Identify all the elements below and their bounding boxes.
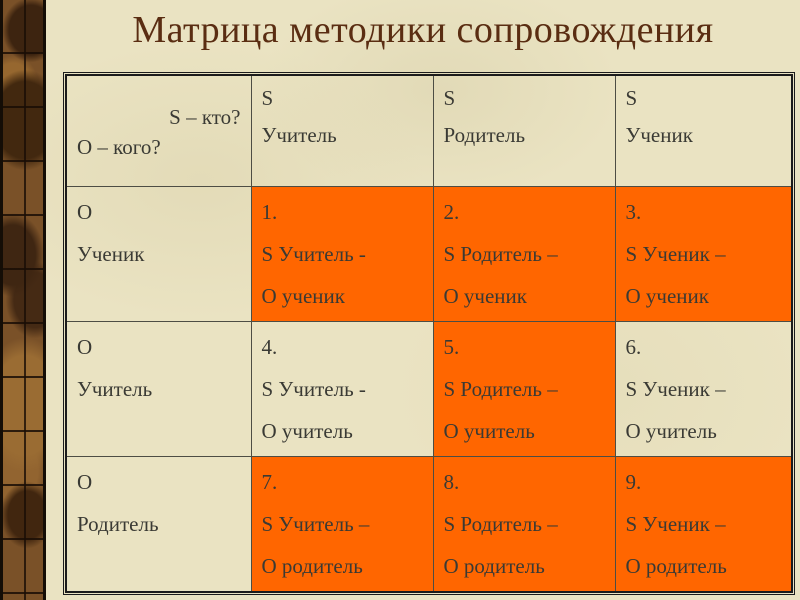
col-header-roditel: S Родитель — [433, 75, 615, 186]
matrix-cell-5: 5. S Родитель – О учитель — [433, 321, 615, 456]
matrix-table-wrapper — [63, 72, 795, 595]
corner-s-kto: S – кто? — [169, 105, 241, 129]
matrix-cell-7: 7. S Учитель – О родитель — [251, 456, 433, 592]
matrix-table — [65, 74, 793, 593]
row-header-roditel: О Родитель — [66, 456, 251, 592]
row-header-uchenik: О Ученик — [66, 186, 251, 321]
col-header-uchenik: S Ученик — [615, 75, 792, 186]
matrix-cell-6: 6. S Ученик – О учитель — [615, 321, 792, 456]
matrix-cell-9: 9. S Ученик – О родитель — [615, 456, 792, 592]
matrix-cell-2: 2. S Родитель – О ученик — [433, 186, 615, 321]
col-header-uchitel: S Учитель — [251, 75, 433, 186]
corner-cell — [66, 75, 251, 186]
matrix-cell-8: 8. S Родитель – О родитель — [433, 456, 615, 592]
matrix-cell-4: 4. S Учитель - О учитель — [251, 321, 433, 456]
left-decorative-strip — [0, 0, 46, 600]
corner-o-kogo: О – кого? — [77, 135, 161, 160]
slide-title: Матрица методики сопровождения — [132, 9, 714, 51]
matrix-cell-1: 1. S Учитель - О ученик — [251, 186, 433, 321]
row-header-uchitel: О Учитель — [66, 321, 251, 456]
matrix-cell-3: 3. S Ученик – О ученик — [615, 186, 792, 321]
